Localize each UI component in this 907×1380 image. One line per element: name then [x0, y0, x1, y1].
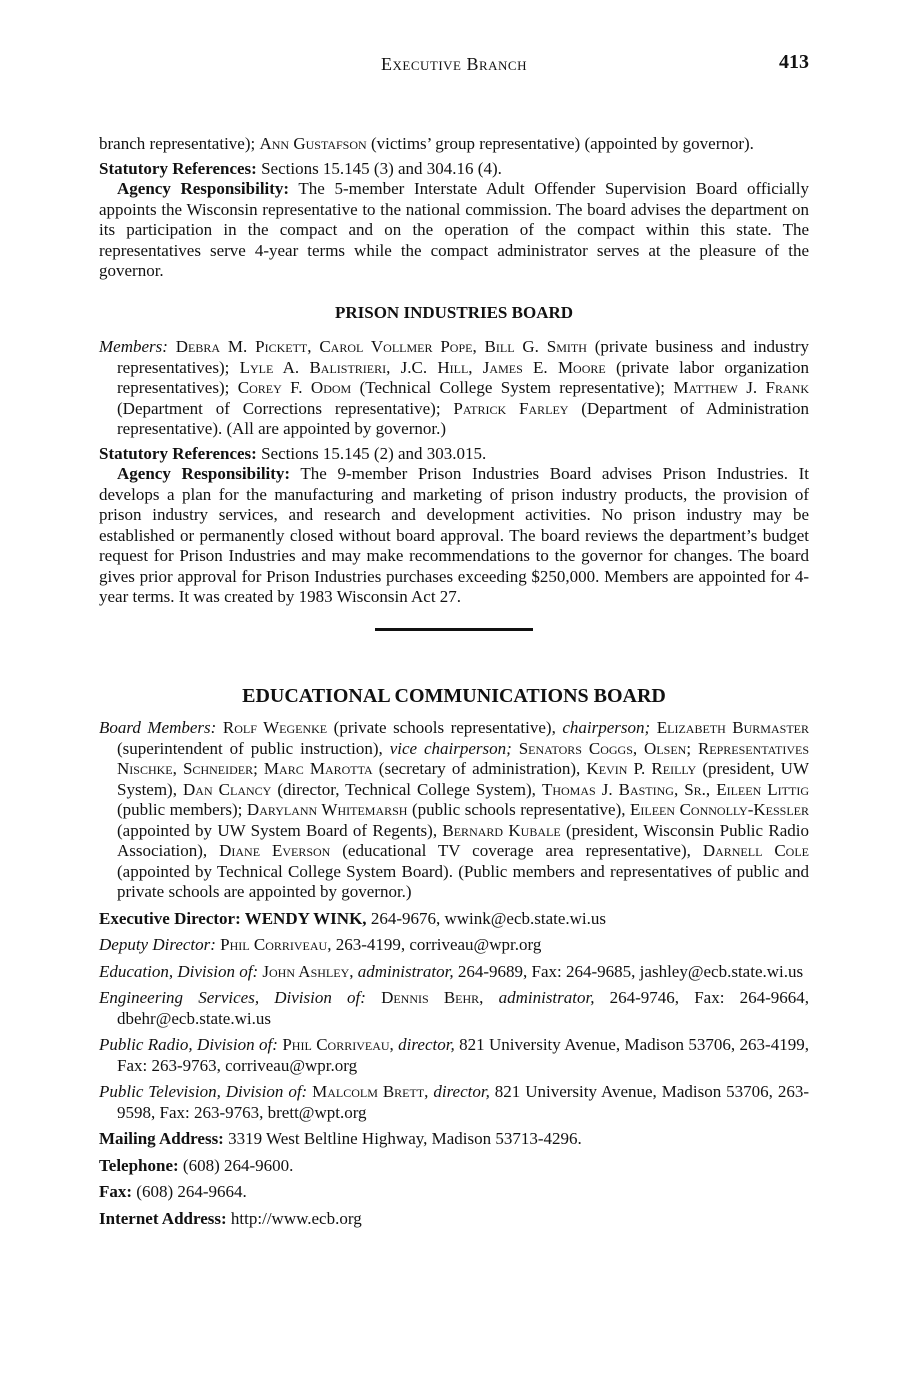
offender-board-section [99, 134, 809, 1229]
ecb-board-members: Board Members: Rolf Wegenke (private schools representative), chairperson; Elizabeth Burmaster (superintendent of public instruction), vice chairperson; Senators Coggs, Olsen; Representatives Nischke, Schneider; Marc Marotta (secretary of administration), Kevin P. Reilly (president, UW System), Dan Clancy (director, Technical College System), Thomas J. Basting, Sr., Eileen Littig (public members); Darylann Whitemarsh (public schools representative), Eileen Connolly-Kessler (appointed by UW System Board of Regents), Bernard Kubale (president, Wisconsin Public Radio Association), Diane Everson (educational TV coverage area representative), Darnell Cole (appointed by Technical College System Board). (Public members and representatives of public and private schools are appointed by governor.) [99, 718, 810, 901]
ecb-internet-address: Internet Address: http://www.ecb.org [99, 1208, 362, 1228]
member-name: Ann Gustafson [259, 134, 367, 153]
header-title: Executive Branch [381, 54, 527, 74]
section-divider [375, 628, 533, 631]
offender-members: branch representative); Ann Gustafson (victims’ group representative) (appointed by governor). [99, 134, 754, 153]
ecb-deputy-director: Deputy Director: Phil Corriveau, 263-4199, corriveau@wpr.org [99, 935, 542, 954]
ecb-executive-director: Executive Director: WENDY WINK, 264-9676, wwink@ecb.state.wi.us [99, 908, 607, 928]
prison-statutory: Statutory References: Sections 15.145 (2) and 303.015. [99, 443, 487, 463]
ecb-education-division: Education, Division of: John Ashley, administrator, 264-9689, Fax: 264-9685, jashley@ecb.state.wi.us [99, 961, 804, 981]
ecb-tv-division: Public Television, Division of: Malcolm Brett, director, 821 University Avenue, Madison 53706, 263-9598, Fax: 263-9763, brett@wpt.org [99, 1082, 809, 1122]
ecb-heading: EDUCATIONAL COMMUNICATIONS BOARD [242, 684, 666, 707]
prison-agency: Agency Responsibility: The 9-member Prison Industries Board advises Prison Industries. It develops a plan for the manufacturing and marketing of prison industry products, the provision of prison industry services, and research and development activities. No prison industry may be established or permanently closed without board approval. The board reviews the department’s budget request for Prison Industries and may make recommendations to the governor for changes. The board gives prior approval for Prison Industries purchases exceeding $250,000. Members are appointed for 4-year terms. It was created by 1983 Wisconsin Act 27. [99, 464, 809, 606]
prison-members: Members: Debra M. Pickett, Carol Vollmer Pope, Bill G. Smith (private business and industry representatives); Lyle A. Balistrieri, J.C. Hill, James E. Moore (private labor organization representatives); Corey F. Odom (Technical College System representative); Matthew J. Frank (Department of Corrections representative); Patrick Farley (Department of Administration representative). (All are appointed by governor.) [99, 337, 810, 438]
offender-statutory: Statutory References: Sections 15.145 (3) and 304.16 (4). [99, 158, 502, 178]
ecb-radio-division: Public Radio, Division of: Phil Corriveau, director, 821 University Avenue, Madison 53706, 263-4199, Fax: 263-9763, corriveau@wpr.org [99, 1035, 809, 1075]
ecb-fax: Fax: (608) 264-9664. [99, 1182, 247, 1201]
offender-agency: Agency Responsibility: The 5-member Interstate Adult Offender Supervision Board officially appoints the Wisconsin representative to the national commission. The board advises the department on its participation in the compact and on the operation of the compact within this state. The representatives serve 4-year terms while the compact administrator serves at the pleasure of the governor. [99, 179, 809, 280]
ecb-mailing-address: Mailing Address: 3319 West Beltline Highway, Madison 53713-4296. [99, 1129, 582, 1148]
page-number: 413 [779, 51, 809, 73]
ecb-engineering-division: Engineering Services, Division of: Dennis Behr, administrator, 264-9746, Fax: 264-9664, dbehr@ecb.state.wi.us [99, 988, 810, 1028]
prison-board-heading: PRISON INDUSTRIES BOARD [334, 302, 574, 322]
ecb-telephone: Telephone: (608) 264-9600. [99, 1155, 294, 1175]
running-header [99, 51, 809, 78]
